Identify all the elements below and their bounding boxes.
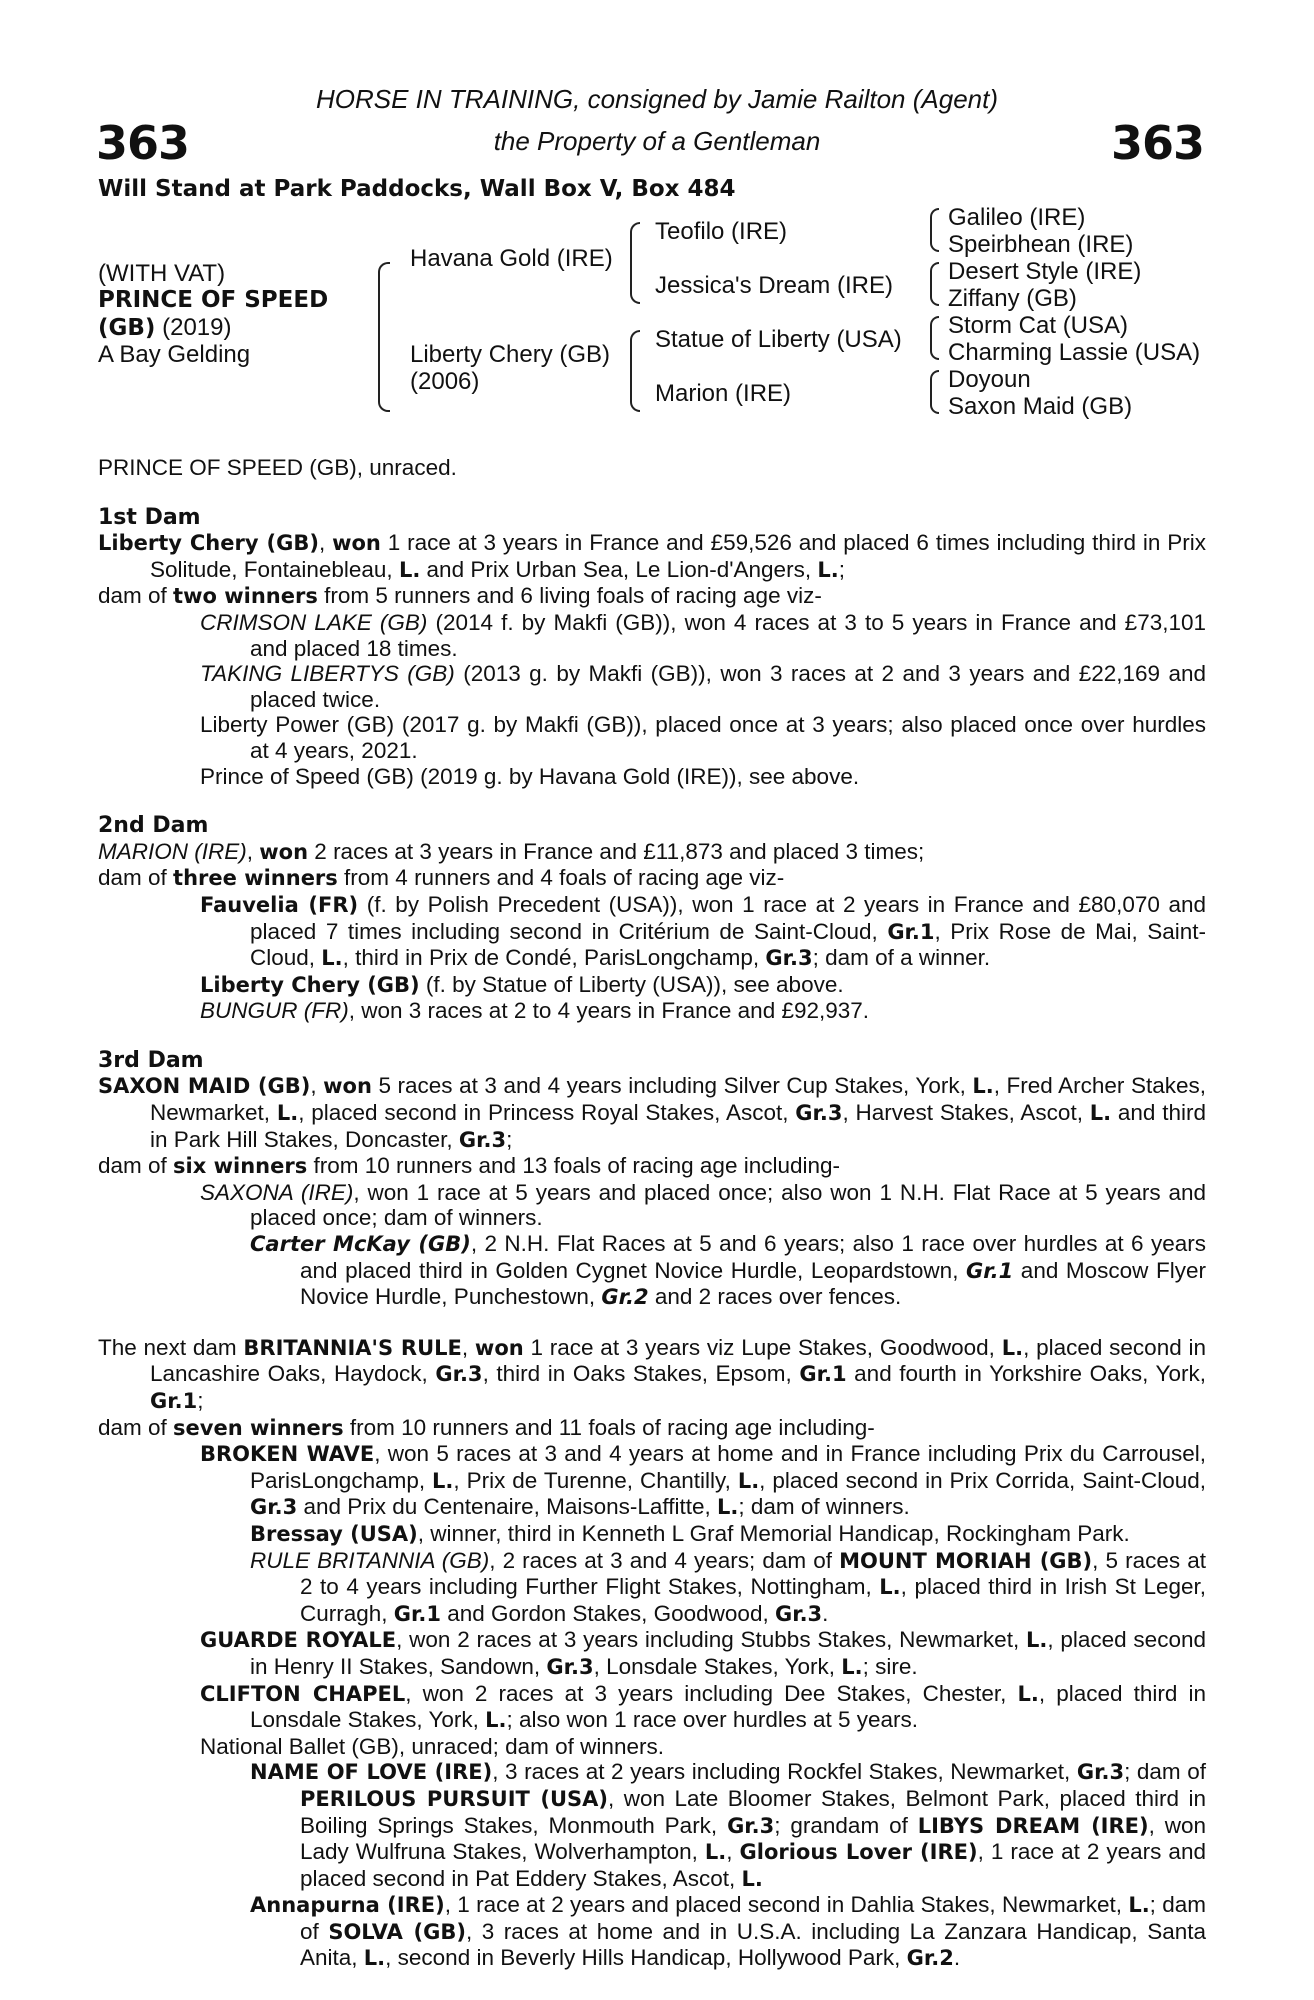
produce-entry: Liberty Chery (GB) (f. by Statue of Liberty (USA)), see above. bbox=[200, 971, 844, 997]
grandsire-2: Desert Style (IRE) bbox=[948, 258, 1142, 285]
lot-number-left: 363 bbox=[96, 116, 190, 170]
property-line: the Property of a Gentleman bbox=[493, 126, 821, 156]
horse-country: (GB) bbox=[98, 315, 156, 341]
pedigree-brace bbox=[930, 208, 939, 252]
granddam-1: Speirbhean (IRE) bbox=[948, 231, 1134, 258]
next-dam-produce-summary: dam of seven winners from 10 runners and 11 foals of racing age including- bbox=[98, 1414, 875, 1440]
pedigree-brace bbox=[378, 262, 390, 412]
next-dam-record: The next dam BRITANNIA'S RULE, won 1 race at 3 years viz Lupe Stakes, Goodwood, L., placed second in Lancashire Oaks, Haydock, Gr.3, third in Oaks Stakes, Epsom, Gr.1 and fourth in Yorkshire Oaks, York, Gr.1; bbox=[98, 1334, 1207, 1413]
second-dam-heading: 2nd Dam bbox=[98, 813, 209, 839]
lot-number-right: 363 bbox=[1110, 116, 1204, 170]
consignment-line: HORSE IN TRAINING, consigned by Jamie Railton (Agent) bbox=[315, 84, 999, 114]
dam: Liberty Chery (GB) bbox=[410, 341, 611, 368]
pedigree-brace bbox=[930, 262, 939, 306]
stand-location: Will Stand at Park Paddocks, Wall Box V, Box 484 bbox=[98, 176, 736, 202]
produce-entry: GUARDE ROYALE, won 2 races at 3 years including Stubbs Stakes, Newmarket, L., placed second in Henry II Stakes, Sandown, Gr.3, Lonsdale Stakes, York, L.; sire. bbox=[200, 1627, 1206, 1679]
vat-label: (WITH VAT) bbox=[98, 260, 226, 287]
produce-entry: Fauvelia (FR) (f. by Polish Precedent (USA)), won 1 race at 2 years in France and £80,070 and placed 7 times including second in Critérium de Saint-Cloud, Gr.1, Prix Rose de Mai, Saint-Cloud, L., third in Prix de Condé, ParisLongchamp, Gr.3; dam of a winner. bbox=[200, 891, 1206, 971]
pedigree-brace bbox=[930, 370, 939, 414]
dam-year: (2006) bbox=[410, 368, 480, 395]
produce-entry: Liberty Power (GB) (2017 g. by Makfi (GB)), placed once at 3 years; also placed once over hurdles at 4 years, 2021. bbox=[200, 712, 1206, 763]
third-dam-produce-summary: dam of six winners from 10 runners and 13 foals of racing age including- bbox=[98, 1153, 841, 1179]
produce-entry: CRIMSON LAKE (GB) (2014 f. by Makfi (GB)), won 4 races at 3 to 5 years in France and £73,101 and placed 18 times. bbox=[200, 609, 1207, 661]
first-dam-produce-summary: dam of two winners from 5 runners and 6 living foals of racing age viz- bbox=[98, 583, 822, 609]
produce-entry: RULE BRITANNIA (GB), 2 races at 3 and 4 years; dam of MOUNT MORIAH (GB), 5 races at 2 to 4 years including Further Flight Stakes, Nottingham, L., placed third in Irish St Leger, Curragh, Gr.1 and Gordon Stakes, Goodwood, Gr.3. bbox=[250, 1547, 1206, 1626]
produce-entry: NAME OF LOVE (IRE), 3 races at 2 years including Rockfel Stakes, Newmarket, Gr.3; dam of PERILOUS PURSUIT (USA), won Late Bloomer Stakes, Belmont Park, placed third in Boiling Springs Stakes, Monmouth Park, Gr.3; grandam of LIBYS DREAM (IRE), won Lady Wulfruna Stakes, Wolverhampton, L., Glorious Lover (IRE), 1 race at 2 years and placed second in Pat Eddery Stakes, Ascot, L. bbox=[250, 1759, 1206, 1891]
grandsire-4: Doyoun bbox=[948, 366, 1031, 393]
horse-description: A Bay Gelding bbox=[98, 341, 251, 368]
first-dam-record: Liberty Chery (GB), won 1 race at 3 years in France and £59,526 and placed 6 times including third in Prix Solitude, Fontainebleau, L. and Prix Urban Sea, Le Lion-d'Angers, L.; bbox=[98, 530, 1206, 582]
first-dam-heading: 1st Dam bbox=[98, 504, 201, 530]
second-dam-record: MARION (IRE), won 2 races at 3 years in France and £11,873 and placed 3 times; bbox=[98, 838, 925, 864]
produce-entry: BUNGUR (FR), won 3 races at 2 to 4 years in France and £92,937. bbox=[200, 998, 870, 1024]
produce-entry: CLIFTON CHAPEL, won 2 races at 3 years including Dee Stakes, Chester, L., placed third in Lonsdale Stakes, York, L.; also won 1 race over hurdles at 5 years. bbox=[200, 1680, 1207, 1733]
granddam-3: Charming Lassie (USA) bbox=[948, 339, 1201, 366]
horse-name-suffix bbox=[98, 314, 231, 342]
pedigree-brace bbox=[630, 222, 640, 304]
horse-year: (2019) bbox=[162, 314, 232, 341]
third-dam-record: SAXON MAID (GB), won 5 races at 3 and 4 years including Silver Cup Stakes, York, L., Fred Archer Stakes, Newmarket, L., placed second in Princess Royal Stakes, Ascot, Gr.3, Harvest Stakes, Ascot, L. and third in Park Hill Stakes, Doncaster, Gr.3; bbox=[98, 1073, 1207, 1152]
sire-sire: Teofilo (IRE) bbox=[655, 218, 788, 245]
pedigree-brace bbox=[630, 330, 640, 412]
catalogue-body bbox=[98, 455, 1206, 1972]
produce-entry: Prince of Speed (GB) (2019 g. by Havana Gold (IRE)), see above. bbox=[200, 763, 860, 789]
intro-line: PRINCE OF SPEED (GB), unraced. bbox=[98, 455, 457, 480]
granddam-2: Ziffany (GB) bbox=[948, 285, 1077, 312]
dam-dam: Marion (IRE) bbox=[655, 380, 792, 407]
produce-entry: BROKEN WAVE, won 5 races at 3 and 4 years at home and in France including Prix du Carrousel, ParisLongchamp, L., Prix de Turenne, Chantilly, L., placed second in Prix Corrida, Saint-Cloud, Gr.3 and Prix du Centenaire, Maisons-Laffitte, L.; dam of winners. bbox=[200, 1441, 1207, 1520]
horse-name: PRINCE OF SPEED bbox=[98, 287, 329, 313]
third-dam-heading: 3rd Dam bbox=[98, 1047, 204, 1073]
produce-entry: Bressay (USA), winner, third in Kenneth L Graf Memorial Handicap, Rockingham Park. bbox=[250, 1520, 1130, 1546]
grandsire-1: Galileo (IRE) bbox=[948, 204, 1086, 231]
dam-sire: Statue of Liberty (USA) bbox=[655, 326, 902, 353]
second-dam-produce-summary: dam of three winners from 4 runners and 4 foals of racing age viz- bbox=[98, 865, 785, 891]
sire-dam: Jessica's Dream (IRE) bbox=[655, 272, 893, 299]
produce-entry: TAKING LIBERTYS (GB) (2013 g. by Makfi (GB)), won 3 races at 2 and 3 years and £22,169 and placed twice. bbox=[200, 661, 1206, 712]
produce-entry: National Ballet (GB), unraced; dam of winners. bbox=[200, 1733, 664, 1759]
grandsire-3: Storm Cat (USA) bbox=[948, 312, 1129, 339]
produce-entry: Annapurna (IRE), 1 race at 2 years and placed second in Dahlia Stakes, Newmarket, L.; dam of SOLVA (GB), 3 races at home and in U.S.A. including La Zanzara Handicap, Santa Anita, L., second in Beverly Hills Handicap, Hollywood Park, Gr.2. bbox=[250, 1892, 1207, 1971]
granddam-4: Saxon Maid (GB) bbox=[948, 393, 1133, 420]
produce-entry: SAXONA (IRE), won 1 race at 5 years and placed once; also won 1 N.H. Flat Race at 5 years and placed once; dam of winners. bbox=[200, 1179, 1206, 1231]
sire: Havana Gold (IRE) bbox=[410, 245, 613, 272]
produce-entry: Carter McKay (GB), 2 N.H. Flat Races at 5 and 6 years; also 1 race over hurdles at 6 years and placed third in Golden Cygnet Novice Hurdle, Leopardstown, Gr.1 and Moscow Flyer Novice Hurdle, Punchestown, Gr.2 and 2 races over fences. bbox=[250, 1231, 1207, 1310]
pedigree-brace bbox=[930, 316, 939, 360]
